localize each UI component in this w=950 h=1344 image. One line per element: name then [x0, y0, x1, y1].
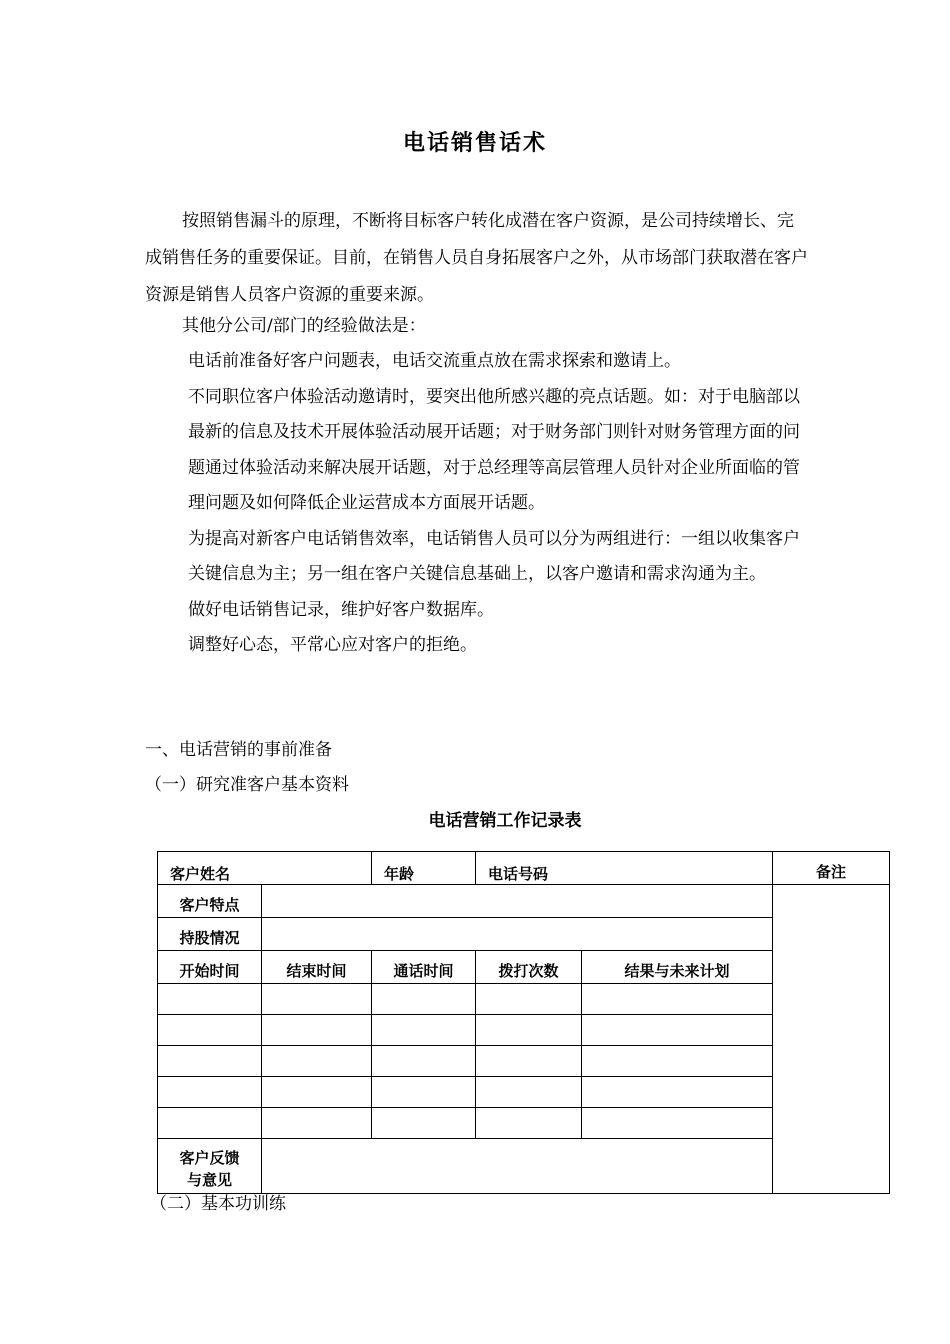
list-item-text: 做好电话销售记录，维护好客户数据库。: [188, 599, 494, 620]
list-item: [145, 628, 810, 664]
age-label: 年龄: [372, 852, 476, 885]
experience-lead-text: 其他分公司/部门的经验做法是：: [182, 316, 426, 336]
customer-name-label: 客户姓名: [158, 852, 372, 885]
table-cell[interactable]: [158, 1077, 262, 1108]
intro-paragraph-text: 按照销售漏斗的原理，不断将目标客户转化成潜在客户资源，是公司持续增长、完成销售任务的重要保证。目前，在销售人员自身拓展客户之外，从市场部门获取潜在客户资源是销售人员客户资源的重要来源。: [145, 211, 808, 305]
list-item-text: 不同职位客户体验活动邀请时，要突出他所感兴趣的亮点话题。如：对于电脑部以最新的信息及技术开展体验活动展开话题；对于财务部门则针对财务管理方面的问题通过体验活动来解决展开话题，对于总经理等高层管理人员针对企业所面临的管理问题及如何降低企业运营成本方面展开话题。: [188, 386, 800, 513]
experience-lead: [145, 308, 810, 345]
table-cell[interactable]: [582, 1108, 773, 1139]
list-item-text: 为提高对新客户电话销售效率，电话销售人员可以分为两组进行：一组以收集客户关键信息为主；另一组在客户关键信息基础上，以客户邀请和需求沟通为主。: [188, 528, 800, 584]
table-cell[interactable]: [158, 984, 262, 1015]
list-item: [145, 344, 810, 380]
table-cell[interactable]: [262, 1108, 372, 1139]
holdings-cell[interactable]: [262, 918, 773, 951]
customer-features-cell[interactable]: [262, 885, 773, 918]
customer-features-label: 客户特点: [158, 885, 262, 918]
call-record-table: [157, 851, 890, 1194]
table-title: 电话营销工作记录表: [428, 811, 582, 831]
feedback-label: [158, 1139, 262, 1194]
table-row: [158, 885, 890, 918]
table-cell[interactable]: [158, 1015, 262, 1046]
table-cell[interactable]: [582, 1046, 773, 1077]
table-cell[interactable]: [582, 984, 773, 1015]
table-cell[interactable]: [262, 1077, 372, 1108]
table-cell[interactable]: [372, 984, 476, 1015]
section-heading: 一、电话营销的事前准备: [145, 740, 332, 760]
table-cell[interactable]: [262, 1015, 372, 1046]
subsection-heading: （二）基本功训练: [150, 1194, 286, 1214]
experience-list: [145, 344, 810, 664]
table-row: [158, 852, 890, 885]
note-cell[interactable]: [773, 885, 890, 1194]
column-header: 结束时间: [262, 951, 372, 984]
document-title: 电话销售话术: [402, 131, 547, 156]
table-cell[interactable]: [476, 1015, 582, 1046]
table-cell[interactable]: [582, 1077, 773, 1108]
list-item: [145, 593, 810, 629]
table-cell[interactable]: [582, 1015, 773, 1046]
column-header: 开始时间: [158, 951, 262, 984]
table-cell[interactable]: [158, 1108, 262, 1139]
list-item: [145, 380, 810, 522]
subsection-heading: （一）研究准客户基本资料: [145, 775, 349, 795]
table-cell[interactable]: [372, 1077, 476, 1108]
table-cell[interactable]: [476, 1077, 582, 1108]
feedback-label-line2: 与意见: [186, 1171, 232, 1189]
note-label: 备注: [773, 852, 890, 885]
column-header: 拨打次数: [476, 951, 582, 984]
holdings-label: 持股情况: [158, 918, 262, 951]
table-cell[interactable]: [476, 1046, 582, 1077]
table-cell[interactable]: [158, 1046, 262, 1077]
feedback-label-line1: 客户反馈: [179, 1149, 240, 1167]
feedback-cell[interactable]: [262, 1139, 773, 1194]
column-header: 通话时间: [372, 951, 476, 984]
list-item-text: 电话前准备好客户问题表，电话交流重点放在需求探索和邀请上。: [188, 351, 681, 371]
phone-label: 电话号码: [476, 852, 773, 885]
intro-paragraph: [145, 203, 810, 314]
list-item: [145, 522, 810, 593]
table-cell[interactable]: [372, 1108, 476, 1139]
table-cell[interactable]: [476, 984, 582, 1015]
table-cell[interactable]: [262, 984, 372, 1015]
table-cell[interactable]: [372, 1046, 476, 1077]
table-cell[interactable]: [476, 1108, 582, 1139]
table-cell[interactable]: [372, 1015, 476, 1046]
column-header: 结果与未来计划: [582, 951, 773, 984]
list-item-text: 调整好心态，平常心应对客户的拒绝。: [188, 635, 477, 655]
table-cell[interactable]: [262, 1046, 372, 1077]
